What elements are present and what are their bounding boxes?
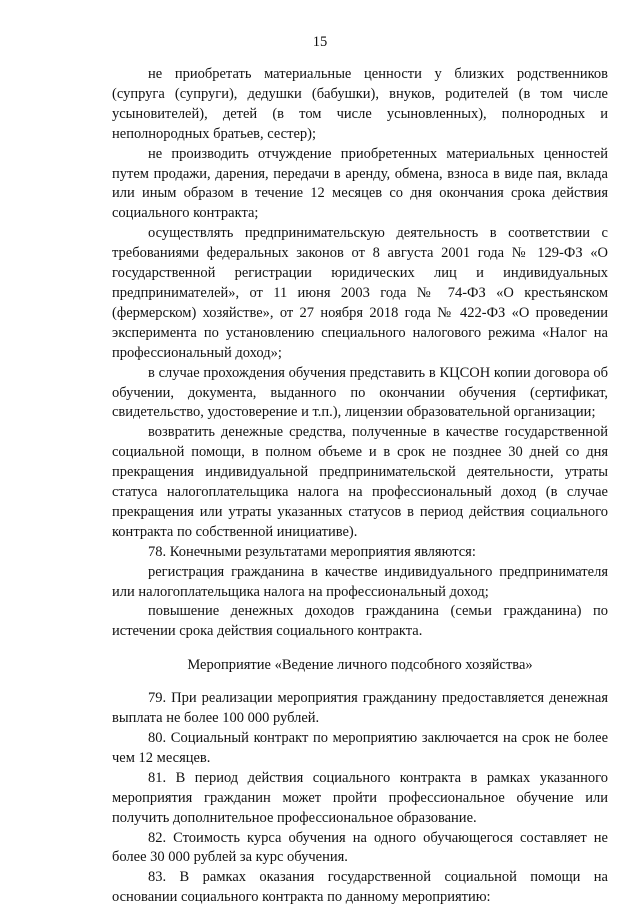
paragraph-81: 81. В период действия социального контракта в рамках указанного мероприятия гражданин может пройти профессиональное обучение или получить дополнительное профессиональное образование. bbox=[112, 769, 608, 826]
paragraph-entrepreneurial-activity: осуществлять предпринимательскую деятельность в соответствии с требованиями федеральных законов от 8 августа 2001 года № 129-ФЗ «О государственной регистрации юридических лиц и индивидуальных предпринимателей», от 11 июня 2003 года № 74-ФЗ «О крестьянском (фермерском) хозяйстве», от 27 ноября 2018 года № 422-ФЗ «О проведении эксперимента по установлению специального налогового режима «Налог на профессиональный доход»; bbox=[112, 225, 608, 361]
paragraph-training-documents: в случае прохождения обучения представить в КЦСОН копии договора об обучении, документа, выданного по окончании обучения (сертификат, свидетельство, удостоверение и т.п.), лицензии образовательной организации; bbox=[112, 364, 608, 421]
paragraph-income-increase-result: повышение денежных доходов гражданина (семьи гражданина) по истечении срока действия социального контракта. bbox=[112, 603, 608, 640]
paragraph-no-alienation: не производить отчуждение приобретенных материальных ценностей путем продажи, дарения, передачи в аренду, обмена, взноса в виде пая, вклада или иным образом в течение 12 месяцев со дня окончания срока действия социального контракта; bbox=[112, 145, 608, 222]
paragraph-refund-funds: возвратить денежные средства, полученные в качестве государственной социальной помощи, в полном объеме и в срок не позднее 30 дней со дня прекращения индивидуальной предпринимательской деятельности, утраты статуса налогоплательщика налога на профессиональный доход (в случае прекращения или утраты указанных статусов в период действия социального контракта по собственной инициативе). bbox=[112, 424, 608, 540]
paragraph-no-acquire-from-relatives: не приобретать материальные ценности у близких родственников (супруга (супруги), дедушки (бабушки), внуков, родителей (в том числе усыновителей), детей (в том числе усыновленных), полнородных и неполнородных братьев, сестер); bbox=[112, 66, 608, 142]
section-heading: Мероприятие «Ведение личного подсобного хозяйства» bbox=[187, 657, 533, 674]
page-number: 15 bbox=[312, 34, 328, 50]
paragraph-79: 79. При реализации мероприятия гражданину предоставляется денежная выплата не более 100 000 рублей. bbox=[112, 690, 608, 727]
document-body bbox=[112, 65, 608, 908]
paragraph-82: 82. Стоимость курса обучения на одного обучающегося составляет не более 30 000 рублей за курс обучения. bbox=[112, 829, 608, 866]
paragraph-78-results: 78. Конечными результатами мероприятия являются: bbox=[148, 543, 476, 560]
paragraph-80: 80. Социальный контракт по мероприятию заключается на срок не более чем 12 месяцев. bbox=[112, 730, 608, 766]
paragraph-83: 83. В рамках оказания государственной социальной помощи на основании социального контракта по данному мероприятию: bbox=[112, 869, 608, 906]
paragraph-registration-result: регистрация гражданина в качестве индивидуального предпринимателя или налогоплательщика налога на профессиональный доход; bbox=[112, 563, 608, 600]
